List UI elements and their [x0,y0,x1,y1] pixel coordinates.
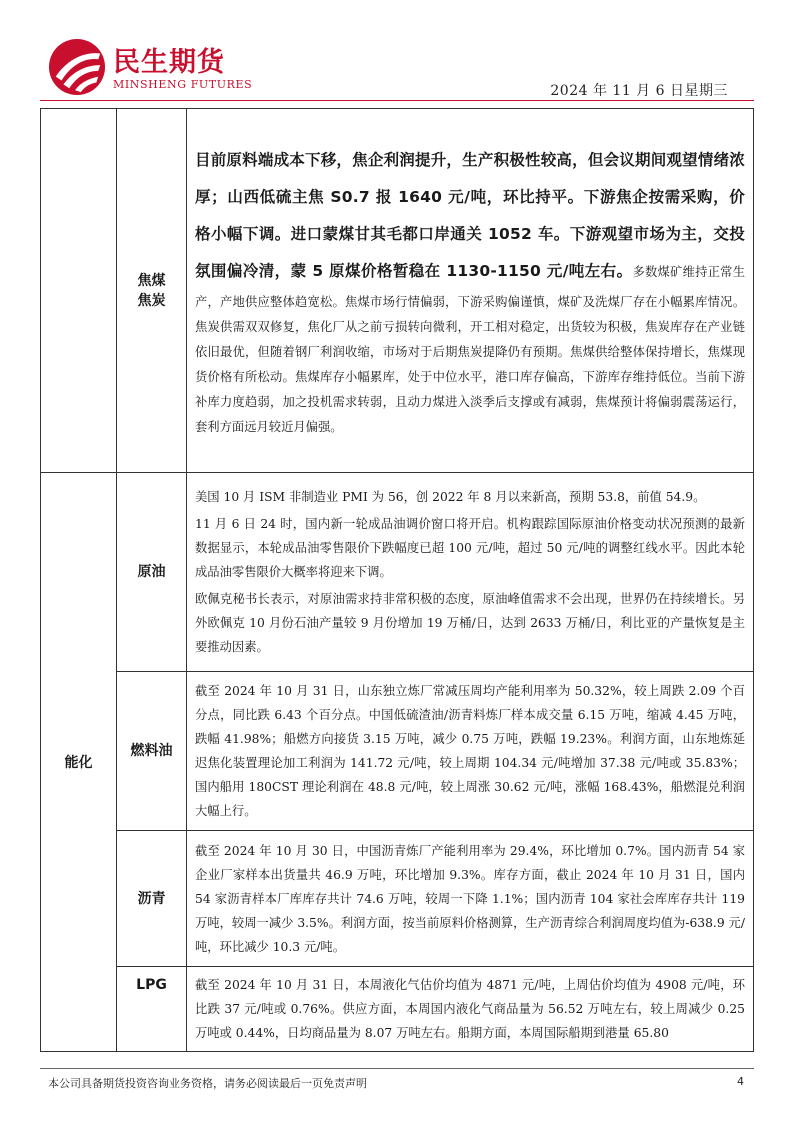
commodity-label-coke [117,109,187,473]
page-header [0,0,794,104]
commodity-label-asphalt: 沥青 [117,831,187,967]
table-row-asphalt [41,831,754,967]
header-divider [40,100,754,101]
fuel-oil-paragraph: 截至 2024 年 10 月 31 日，山东独立炼厂常减压周均产能利用率为 50.32%，较上周跌 2.09 个百分点，同比跌 6.43 个百分点。中国低硫渣油/沥青料炼厂样本成交量 6.15 万吨，缩减 4.45 万吨，跌幅 41.98%；船燃方向接货 3.15 万吨，减少 0.75 万吨，跌幅 19.23%。利润方面，山东地炼延迟焦化装置理论加工利润为 141.72 元/吨，较上周期 104.34 元/吨增加 37.38 元/吨或 35.83%；国内船用 180CST 理论利润在 48.8 元/吨，较上周涨 30.62 元/吨，涨幅 168.43%，船燃混兑利润大幅上行。 [195,684,745,818]
commodity-text-asphalt [187,831,754,967]
page-number: 4 [737,1075,744,1088]
commodity-text-lpg [187,967,754,1052]
footer-disclaimer: 本公司具备期货投资咨询业务资格，请务必阅读最后一页免责声明 [48,1077,367,1090]
report-date: 2024 年 11 月 6 日星期三 [550,83,728,99]
coke-lead-text: 目前原料端成本下移，焦企利润提升，生产积极性较高，但会议期间观望情绪浓厚；山西低硫主焦 S0.7 报 1640 元/吨，环比持平。下游焦企按需采购，价格小幅下调。进口蒙煤甘其毛都口岸通关 1052 车。下游观望市场为主，交投氛围偏冷清，蒙 5 原煤价格暂稳在 1130-1150 元/吨左右。 [195,150,745,280]
footer-divider [40,1068,754,1069]
minsheng-logo-icon [48,38,106,96]
commodity-text-crude [187,473,754,672]
commodity-text-coke [187,109,754,473]
crude-paragraph-1: 美国 10 月 ISM 非制造业 PMI 为 56，创 2022 年 8 月以来新高，预期 53.8，前值 54.9。 [195,490,706,504]
table-row-lpg [41,967,754,1052]
table-row-coke [41,109,754,473]
commodity-label-lpg: LPG [117,967,187,1052]
sector-cell-empty [41,109,117,473]
commodity-label-fuel-oil: 燃料油 [117,672,187,831]
commodity-text-fuel-oil [187,672,754,831]
label-coke: 焦炭 [137,292,166,309]
label-coking-coal: 焦煤 [137,272,166,289]
lpg-paragraph: 截至 2024 年 10 月 31 日，本周液化气估价均值为 4871 元/吨，上周估价均值为 4908 元/吨，环比跌 37 元/吨或 0.76%。供应方面，本周国内液化气商品量为 56.52 万吨左右，较上周减少 0.25 万吨或 0.44%，日均商品量为 8.07 万吨左右。船期方面，本周国际船期到港量 65.80 [195,978,745,1040]
brand-name: 民生期货 [113,47,225,78]
table-row-fuel-oil [41,672,754,831]
crude-paragraph-2: 11 月 6 日 24 时，国内新一轮成品油调价窗口将开启。机构跟踪国际原油价格变动状况预测的最新数据显示，本轮成品油零售限价下跌幅度已超 100 元/吨，超过 50 元/吨的调整红线水平。因此本轮成品油零售限价大概率将迎来下调。 [195,517,745,579]
crude-paragraph-3: 欧佩克秘书长表示，对原油需求持非常积极的态度，原油峰值需求不会出现，世界仍在持续增长。另外欧佩克 10 月份石油产量较 9 月份增加 19 万桶/日，达到 2633 万桶/日，利比亚的产量恢复是主要推动因素。 [195,592,745,654]
brand-name-en: MINSHENG FUTURES [113,78,253,91]
asphalt-paragraph: 截至 2024 年 10 月 30 日，中国沥青炼厂产能利用率为 29.4%，环比增加 0.7%。国内沥青 54 家企业厂家样本出货量共 46.9 万吨，环比增加 9.3%。库存方面，截止 2024 年 10 月 31 日，国内 54 家沥青样本厂库库存共计 74.6 万吨，较周一下降 1.1%；国内沥青 104 家社会库库存共计 119 万吨，较周一减少 3.5%。利润方面，按当前原料价格测算，生产沥青综合利润周度均值为-638.9 元/吨，环比减少 10.3 元/吨。 [195,843,745,954]
table-row-crude [41,473,754,672]
commodity-label-crude: 原油 [117,473,187,672]
sector-label-energy: 能化 [41,473,117,1052]
commodity-table [40,108,754,1052]
coke-body-text: 多数煤矿维持正常生产，产地供应整体趋宽松。焦煤市场行情偏弱，下游采购偏谨慎，煤矿及洗煤厂存在小幅累库情况。焦炭供需双双修复，焦化厂从之前亏损转向微利，开工相对稳定，出货较为积极，焦炭库存在产业链依旧最优，但随着钢厂利润收缩，市场对于后期焦炭提降仍有预期。焦煤供给整体保持增长，焦煤现货价格有所松动。焦煤库存小幅累库，处于中位水平，港口库存偏高，下游库存维持低位。当前下游补库力度趋弱，加之投机需求转弱，且动力煤进入淡季后支撑或有减弱，焦煤预计将偏弱震荡运行，套利方面远月较近月偏强。 [195,264,745,434]
